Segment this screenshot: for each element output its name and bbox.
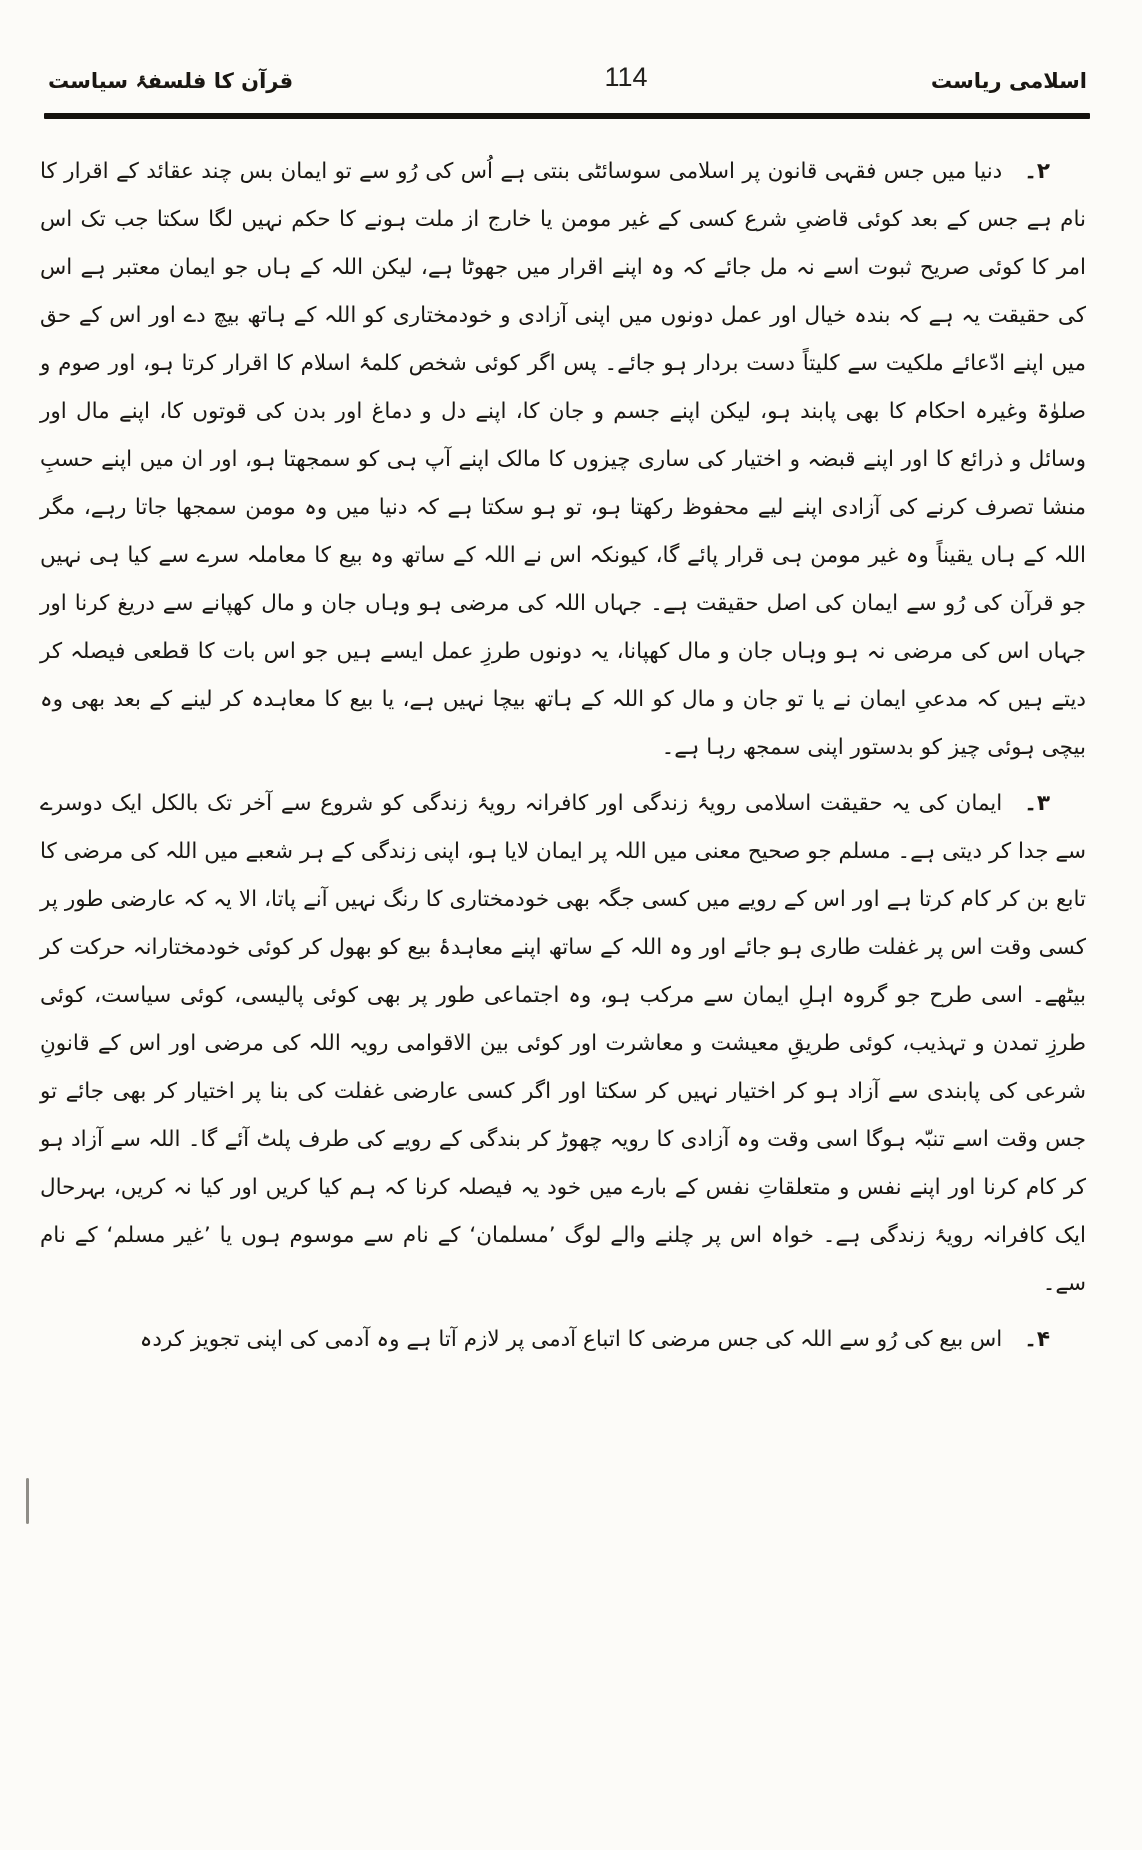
paragraph-2-text: دنیا میں جس فقہی قانون پر اسلامی سوسائٹی بنتی ہے اُس کی رُو سے تو ایمان بس چند عقائد کے اقرار کا نام ہے جس کے بعد کوئی قاضیِ شرع کسی کے غیر مومن یا خارج از ملت ہونے کا حکم نہیں لگا سکتا جب تک اس امر کا کوئی صریح ثبوت اسے نہ مل جائے کہ وہ اپنے اقرار میں جھوٹا ہے، لیکن اللہ کے ہاں جو ایمان معتبر ہے اس کی حقیقت یہ ہے کہ بندہ خیال اور عمل دونوں میں اپنی آزادی و خودمختاری کو اللہ کے ہاتھ بیچ دے اور اس کے حق میں اپنے ادّعائے ملکیت سے کلیتاً دست بردار ہو جائے۔ پس اگر کوئی شخص کلمۂ اسلام کا اقرار کرتا ہو، اور صوم و صلوٰۃ وغیرہ احکام کا بھی پابند ہو، لیکن اپنے جسم و جان کا، اپنے دل و دماغ اور بدن کی قوتوں کا، اپنے مال اور وسائل و ذرائع کا اور اپنے قبضہ و اختیار کی ساری چیزوں کا مالک اپنے آپ ہی کو سمجھتا ہو، اور ان میں اپنے حسبِ منشا تصرف کرنے کی آزادی اپنے لیے محفوظ رکھتا ہو، تو ہو سکتا ہے کہ دنیا میں وہ مومن سمجھا جاتا رہے، مگر اللہ کے ہاں یقیناً وہ غیر مومن ہی قرار پائے گا، کیونکہ اس نے اللہ کے ساتھ وہ بیع کا معاملہ سرے سے کیا ہی نہیں جو قرآن کی رُو سے ایمان کی اصل حقیقت ہے۔ جہاں اللہ کی مرضی ہو وہاں جان و مال کھپانے سے دریغ کرنا اور جہاں اس کی مرضی نہ ہو وہاں جان و مال کھپانا، یہ دونوں طرزِ عمل ایسے ہیں جو اس بات کا قطعی فیصلہ کر دیتے ہیں کہ مدعیِ ایمان نے یا تو جان و مال کو اللہ کے ہاتھ بیچا نہیں ہے، یا بیع کا معاہدہ کر لینے کے بعد بھی وہ بیچی ہوئی چیز کو بدستور اپنی سمجھ رہا ہے۔ bbox=[40, 159, 1086, 760]
paragraph-2 bbox=[40, 148, 1086, 772]
header-title-left: قرآن کا فلسفۂ سیاست bbox=[48, 69, 294, 93]
header-title-right: اسلامی ریاست bbox=[930, 69, 1087, 93]
paragraph-3 bbox=[40, 780, 1086, 1308]
page-body-text bbox=[40, 148, 1086, 1372]
paragraph-4-text: اس بیع کی رُو سے اللہ کی جس مرضی کا اتباع آدمی پر لازم آتا ہے وہ آدمی کی اپنی تجویز کردہ bbox=[139, 1327, 1003, 1352]
header-divider-rule bbox=[44, 113, 1090, 119]
paragraph-3-text: ایمان کی یہ حقیقت اسلامی رویۂ زندگی اور کافرانہ رویۂ زندگی کو شروع سے آخر تک بالکل ایک دوسرے سے جدا کر دیتی ہے۔ مسلم جو صحیح معنی میں اللہ پر ایمان لایا ہو، اپنی زندگی کے ہر شعبے میں اللہ کی مرضی کا تابع بن کر کام کرتا ہے اور اس کے رویے میں کسی جگہ بھی خودمختاری کا رنگ نہیں آنے پاتا، الا یہ کہ عارضی طور پر کسی وقت اس پر غفلت طاری ہو جائے اور وہ اللہ کے ساتھ اپنے معاہدۂ بیع کو بھول کر کوئی خودمختارانہ حرکت کر بیٹھے۔ اسی طرح جو گروہ اہلِ ایمان سے مرکب ہو، وہ اجتماعی طور پر بھی کوئی پالیسی، کوئی سیاست، کوئی طرزِ تمدن و تہذیب، کوئی طریقِ معیشت و معاشرت اور کوئی بین الاقوامی رویہ اللہ کی مرضی اور اس کے قانونِ شرعی کی پابندی سے آزاد ہو کر اختیار نہیں کر سکتا اور اگر کسی عارضی غفلت کی بنا پر اختیار کر بھی جائے تو جس وقت اسے تنبّہ ہوگا اسی وقت وہ آزادی کا رویہ چھوڑ کر بندگی کے رویے کی طرف پلٹ آئے گا۔ اللہ سے آزاد ہو کر کام کرنا اور اپنے نفس و متعلقاتِ نفس کے بارے میں خود یہ فیصلہ کرنا کہ ہم کیا کریں اور کیا نہ کریں، بہرحال ایک کافرانہ رویۂ زندگی ہے۔ خواہ اس پر چلنے والے لوگ ’مسلمان‘ کے نام سے موسوم ہوں یا ’غیر مسلم‘ کے نام سے۔ bbox=[40, 791, 1086, 1296]
paragraph-4 bbox=[40, 1316, 1086, 1364]
page-number: 114 bbox=[604, 62, 648, 92]
paragraph-4-marker: ۴۔ bbox=[1024, 1327, 1050, 1352]
paragraph-2-marker: ۲۔ bbox=[1024, 159, 1050, 184]
paragraph-3-marker: ۳۔ bbox=[1024, 791, 1050, 816]
scan-artifact-mark bbox=[26, 1478, 29, 1524]
page-header bbox=[48, 62, 1087, 93]
